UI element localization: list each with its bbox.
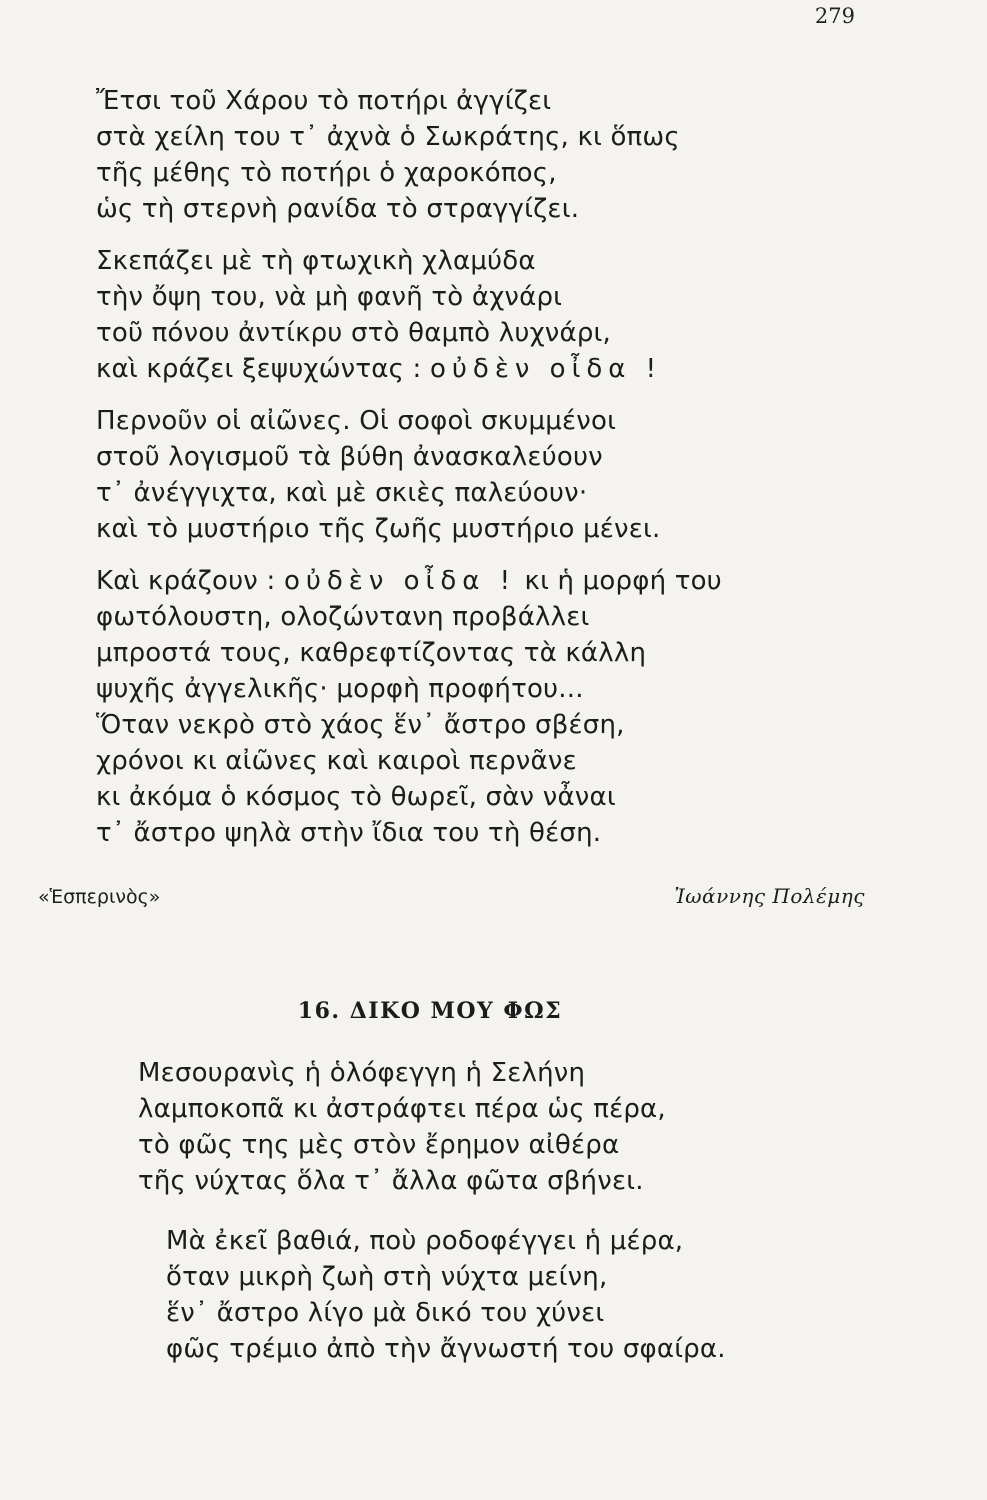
- section-title: 16. ΔΙΚΟ ΜΟΥ ΦΩΣ: [297, 998, 563, 1024]
- poem-line: ἕν᾿ ἄστρο λίγο μὰ δικό του χύνει: [166, 1298, 605, 1328]
- page-number: 279: [814, 4, 855, 28]
- poem-line: στοῦ λογισμοῦ τὰ βύθη ἀνασκαλεύουν: [96, 442, 603, 472]
- poem-line: τ᾿ ἀνέγγιχτα, καὶ μὲ σκιὲς παλεύουν·: [96, 478, 588, 508]
- poem-line: Περνοῦν οἱ αἰῶνες. Οἱ σοφοὶ σκυμμένοι: [96, 406, 617, 436]
- poem-line: [96, 566, 722, 596]
- poem-line: χρόνοι κι αἰῶνες καὶ καιροὶ περνᾶνε: [96, 746, 577, 776]
- poem-author: Ἰωάννης Πολέμης: [674, 884, 865, 908]
- poem-line: Μὰ ἐκεῖ βαθιά, ποὺ ροδοφέγγει ἡ μέρα,: [166, 1226, 684, 1256]
- poem-line: τὴν ὄψη του, νὰ μὴ φανῆ τὸ ἀχνάρι: [96, 282, 563, 312]
- poem-line: τ᾿ ἄστρο ψηλὰ στὴν ἴδια του τὴ θέση.: [96, 818, 602, 848]
- poem-source: «Ἑσπερινὸς»: [38, 886, 161, 908]
- poem-line: [96, 354, 662, 384]
- poem-line: φωτόλουστη, ολοζώντανη προβάλλει: [96, 602, 590, 632]
- poem-line-text: καὶ κράζει ξεψυχώντας :: [96, 354, 422, 384]
- poem-line: κι ἀκόμα ὁ κόσμος τὸ θωρεῖ, σὰν νἆναι: [96, 782, 616, 812]
- poem-line: τὸ φῶς της μὲς στὸν ἔρημον αἰθέρα: [138, 1130, 620, 1160]
- poem-line: ὅταν μικρὴ ζωὴ στὴ νύχτα μείνη,: [166, 1262, 608, 1292]
- poem-line: μπροστά τους, καθρεφτίζοντας τὰ κάλλη: [96, 638, 647, 668]
- poem-line: λαμποκοπᾶ κι ἀστράφτει πέρα ὡς πέρα,: [138, 1094, 666, 1124]
- poem-line: Μεσουρανὶς ἡ ὁλόφεγγη ἡ Σελήνη: [138, 1058, 586, 1088]
- poem-line: τῆς μέθης τὸ ποτήρι ὁ χαροκόπος,: [96, 158, 557, 188]
- emphasis-phrase: οὐδὲν οἶδα !: [283, 566, 517, 596]
- poem-line-text: κι ἡ μορφή του: [524, 566, 722, 596]
- poem-line-text: Καὶ κράζουν :: [96, 566, 276, 596]
- poem-line: ψυχῆς ἀγγελικῆς· μορφὴ προφήτου...: [96, 674, 584, 704]
- poem-line: ὡς τὴ στερνὴ ρανίδα τὸ στραγγίζει.: [96, 194, 580, 224]
- poem-line: στὰ χείλη του τ᾿ ἀχνὰ ὁ Σωκράτης, κι ὅπως: [96, 122, 680, 152]
- poem-line: τῆς νύχτας ὅλα τ᾿ ἄλλα φῶτα σβήνει.: [138, 1166, 644, 1196]
- poem-line: φῶς τρέμιο ἀπὸ τὴν ἄγνωστή του σφαίρα.: [166, 1334, 726, 1364]
- poem-line: Σκεπάζει μὲ τὴ φτωχικὴ χλαμύδα: [96, 246, 536, 276]
- poem-line: Ἔτσι τοῦ Χάρου τὸ ποτήρι ἀγγίζει: [96, 86, 552, 116]
- emphasis-phrase: οὐδὲν οἶδα !: [429, 354, 663, 384]
- poem-line: καὶ τὸ μυστήριο τῆς ζωῆς μυστήριο μένει.: [96, 514, 661, 544]
- poem-line: Ὅταν νεκρὸ στὸ χάος ἕν᾿ ἄστρο σβέση,: [96, 710, 625, 740]
- poem-line: τοῦ πόνου ἀντίκρυ στὸ θαμπὸ λυχνάρι,: [96, 318, 612, 348]
